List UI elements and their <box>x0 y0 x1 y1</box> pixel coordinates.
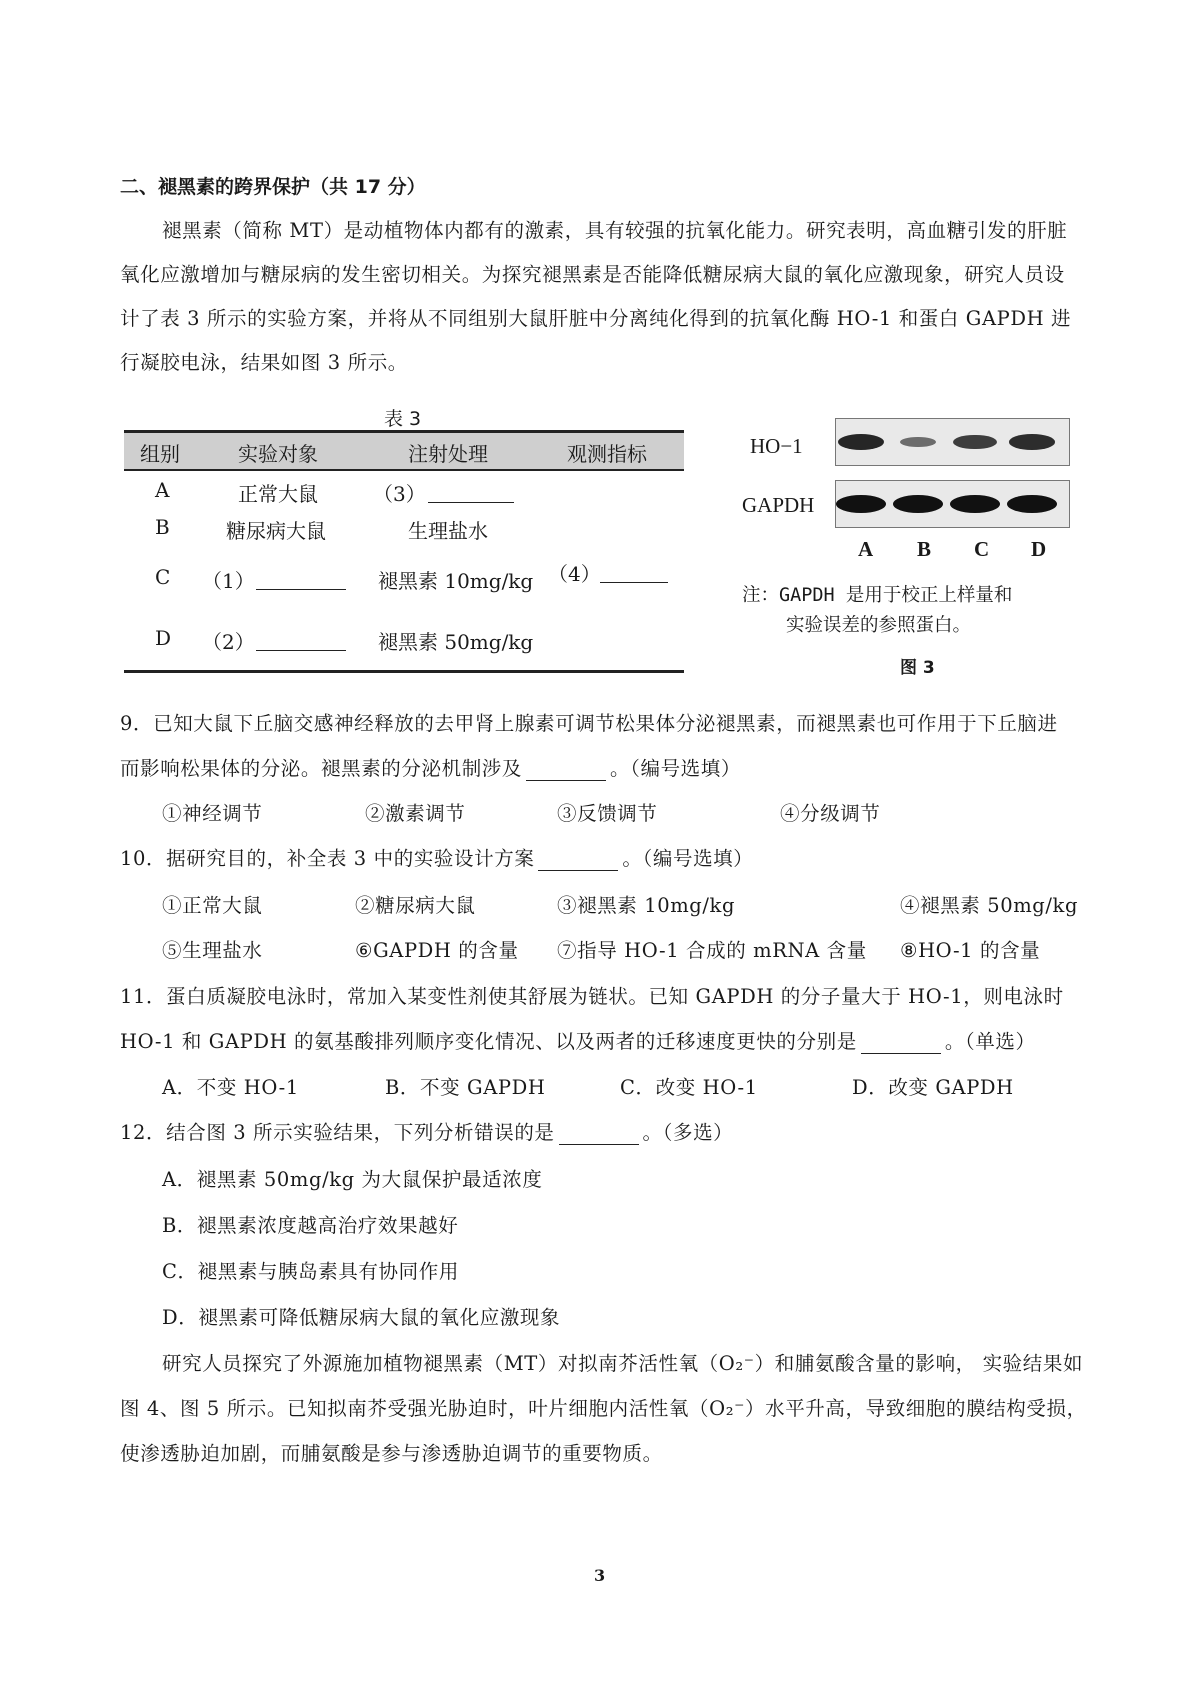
table-cell: （2） <box>202 630 255 654</box>
q10-option: ④褪黑素 50mg/kg <box>900 894 1079 917</box>
ho1-band <box>838 434 885 450</box>
outro-line-2: 图 4、图 5 所示。已知拟南芥受强光胁迫时，叶片细胞内活性氧（O₂⁻）水平升高，导致细胞的膜结构受损， <box>120 1397 1087 1420</box>
q12-option: B．褪黑素浓度越高治疗效果越好 <box>162 1214 459 1237</box>
q10-option: ①正常大鼠 <box>162 894 263 917</box>
lane-label: C <box>974 537 990 561</box>
q9-line-2 <box>120 753 741 781</box>
intro-line-3: 计了表 3 所示的实验方案，并将从不同组别大鼠肝脏中分离纯化得到的抗氧化酶 HO-1 和蛋白 GAPDH 进 <box>120 307 1072 330</box>
q11-option: A．不变 HO-1 <box>162 1076 299 1099</box>
table-cell: D <box>155 626 172 650</box>
ho1-band <box>900 437 936 447</box>
section-title: 二、褪黑素的跨界保护（共 17 分） <box>120 176 426 198</box>
table-header-rule <box>124 469 684 471</box>
gapdh-band <box>836 495 886 513</box>
q10-line-1 <box>120 843 753 871</box>
q10-option: ⑧HO-1 的含量 <box>900 939 1041 962</box>
answer-blank-4[interactable] <box>600 582 668 583</box>
gel-strip-ho1 <box>835 418 1070 466</box>
q11-answer-blank[interactable] <box>861 1030 941 1054</box>
q10-option: ②糖尿病大鼠 <box>355 894 476 917</box>
gel-strip-gapdh <box>835 480 1070 528</box>
q11-stem: HO-1 和 GAPDH 的氨基酸排列顺序变化情况、以及两者的迁移速度更快的分别是 <box>120 1030 857 1053</box>
q12-stem: 12．结合图 3 所示实验结果，下列分析错误的是 <box>120 1121 555 1144</box>
table-header-injection: 注射处理 <box>408 442 488 466</box>
gapdh-band <box>1007 495 1057 513</box>
intro-line-2: 氧化应激增加与糖尿病的发生密切相关。为探究褪黑素是否能降低糖尿病大鼠的氧化应激现象，研究人员设 <box>120 263 1065 286</box>
table-cell: 褪黑素 50mg/kg <box>378 630 534 654</box>
ho1-band <box>953 435 996 449</box>
q11-line-2 <box>120 1026 1036 1054</box>
table-header-subject: 实验对象 <box>238 442 318 466</box>
table-cell: （4） <box>548 562 601 586</box>
q10-option: ⑤生理盐水 <box>162 939 263 962</box>
q9-line-1: 9．已知大鼠下丘脑交感神经释放的去甲肾上腺素可调节松果体分泌褪黑素，而褪黑素也可作用于下丘脑进 <box>120 712 1058 735</box>
lane-label: A <box>858 537 874 561</box>
answer-blank-1[interactable] <box>256 589 346 590</box>
figure-note-line-1: 注：GAPDH 是用于校正上样量和 <box>742 585 1013 606</box>
table-cell: （3） <box>373 482 426 506</box>
lane-label: D <box>1031 537 1047 561</box>
q9-answer-blank[interactable] <box>526 757 606 781</box>
page-number: 3 <box>594 1566 606 1585</box>
q10-option: ⑥GAPDH 的含量 <box>355 939 519 962</box>
table-cell: （1） <box>202 569 255 593</box>
q9-stem: 而影响松果体的分泌。褪黑素的分泌机制涉及 <box>120 757 523 780</box>
gel-row-label-gapdh: GAPDH <box>742 493 815 517</box>
q12-answer-blank[interactable] <box>559 1121 639 1145</box>
outro-line-3: 使渗透胁迫加剧，而脯氨酸是参与渗透胁迫调节的重要物质。 <box>120 1442 663 1465</box>
q10-option: ③褪黑素 10mg/kg <box>557 894 736 917</box>
ho1-band <box>1009 434 1055 450</box>
q11-option: D．改变 GAPDH <box>852 1076 1014 1099</box>
q9-option: ②激素调节 <box>365 802 466 825</box>
q11-hint: 。（单选） <box>944 1030 1036 1053</box>
q12-option: A．褪黑素 50mg/kg 为大鼠保护最适浓度 <box>162 1168 543 1191</box>
figure-note-line-2: 实验误差的参照蛋白。 <box>786 615 972 636</box>
table-header-group: 组别 <box>140 442 180 466</box>
q12-hint: 。（多选） <box>642 1121 734 1144</box>
table-cell: 生理盐水 <box>408 519 488 543</box>
q12-line-1 <box>120 1117 733 1145</box>
gapdh-band <box>893 495 943 513</box>
table-header-indicator: 观测指标 <box>567 442 647 466</box>
q10-option: ⑦指导 HO-1 合成的 mRNA 含量 <box>557 939 867 962</box>
q10-answer-blank[interactable] <box>538 847 618 871</box>
table-cell: A <box>155 478 170 502</box>
q11-option: B．不变 GAPDH <box>385 1076 546 1099</box>
intro-line-1: 褪黑素（简称 MT）是动植物体内都有的激素，具有较强的抗氧化能力。研究表明，高血糖引发的肝脏 <box>162 219 1068 242</box>
table-cell: 褪黑素 10mg/kg <box>378 569 534 593</box>
answer-blank-2[interactable] <box>256 650 346 651</box>
gapdh-band <box>950 495 1000 513</box>
table-cell: 正常大鼠 <box>238 482 318 506</box>
q12-option: D．褪黑素可降低糖尿病大鼠的氧化应激现象 <box>162 1306 561 1329</box>
table-bottom-rule <box>124 670 684 673</box>
q10-hint: 。（编号选填） <box>622 847 754 870</box>
answer-blank-3[interactable] <box>428 502 514 503</box>
q9-option: ④分级调节 <box>780 802 881 825</box>
q11-line-1: 11．蛋白质凝胶电泳时，常加入某变性剂使其舒展为链状。已知 GAPDH 的分子量大于 HO-1，则电泳时 <box>120 985 1064 1008</box>
q9-option: ①神经调节 <box>162 802 263 825</box>
intro-line-4: 行凝胶电泳，结果如图 3 所示。 <box>120 351 408 374</box>
table-cell: C <box>155 565 171 589</box>
table-cell: B <box>155 515 170 539</box>
q11-option: C．改变 HO-1 <box>620 1076 758 1099</box>
q9-option: ③反馈调节 <box>557 802 658 825</box>
table-cell: 糖尿病大鼠 <box>226 519 326 543</box>
q12-option: C．褪黑素与胰岛素具有协同作用 <box>162 1260 459 1283</box>
figure-caption: 图 3 <box>900 658 935 678</box>
q10-stem: 10．据研究目的，补全表 3 中的实验设计方案 <box>120 847 535 870</box>
q9-hint: 。（编号选填） <box>610 757 741 780</box>
gel-row-label-ho1: HO−1 <box>750 434 803 458</box>
lane-label: B <box>917 537 932 561</box>
table-caption: 表 3 <box>384 408 422 430</box>
outro-line-1: 研究人员探究了外源施加植物褪黑素（MT）对拟南芥活性氧（O₂⁻）和脯氨酸含量的影响， 实验结果如 <box>162 1352 1084 1375</box>
